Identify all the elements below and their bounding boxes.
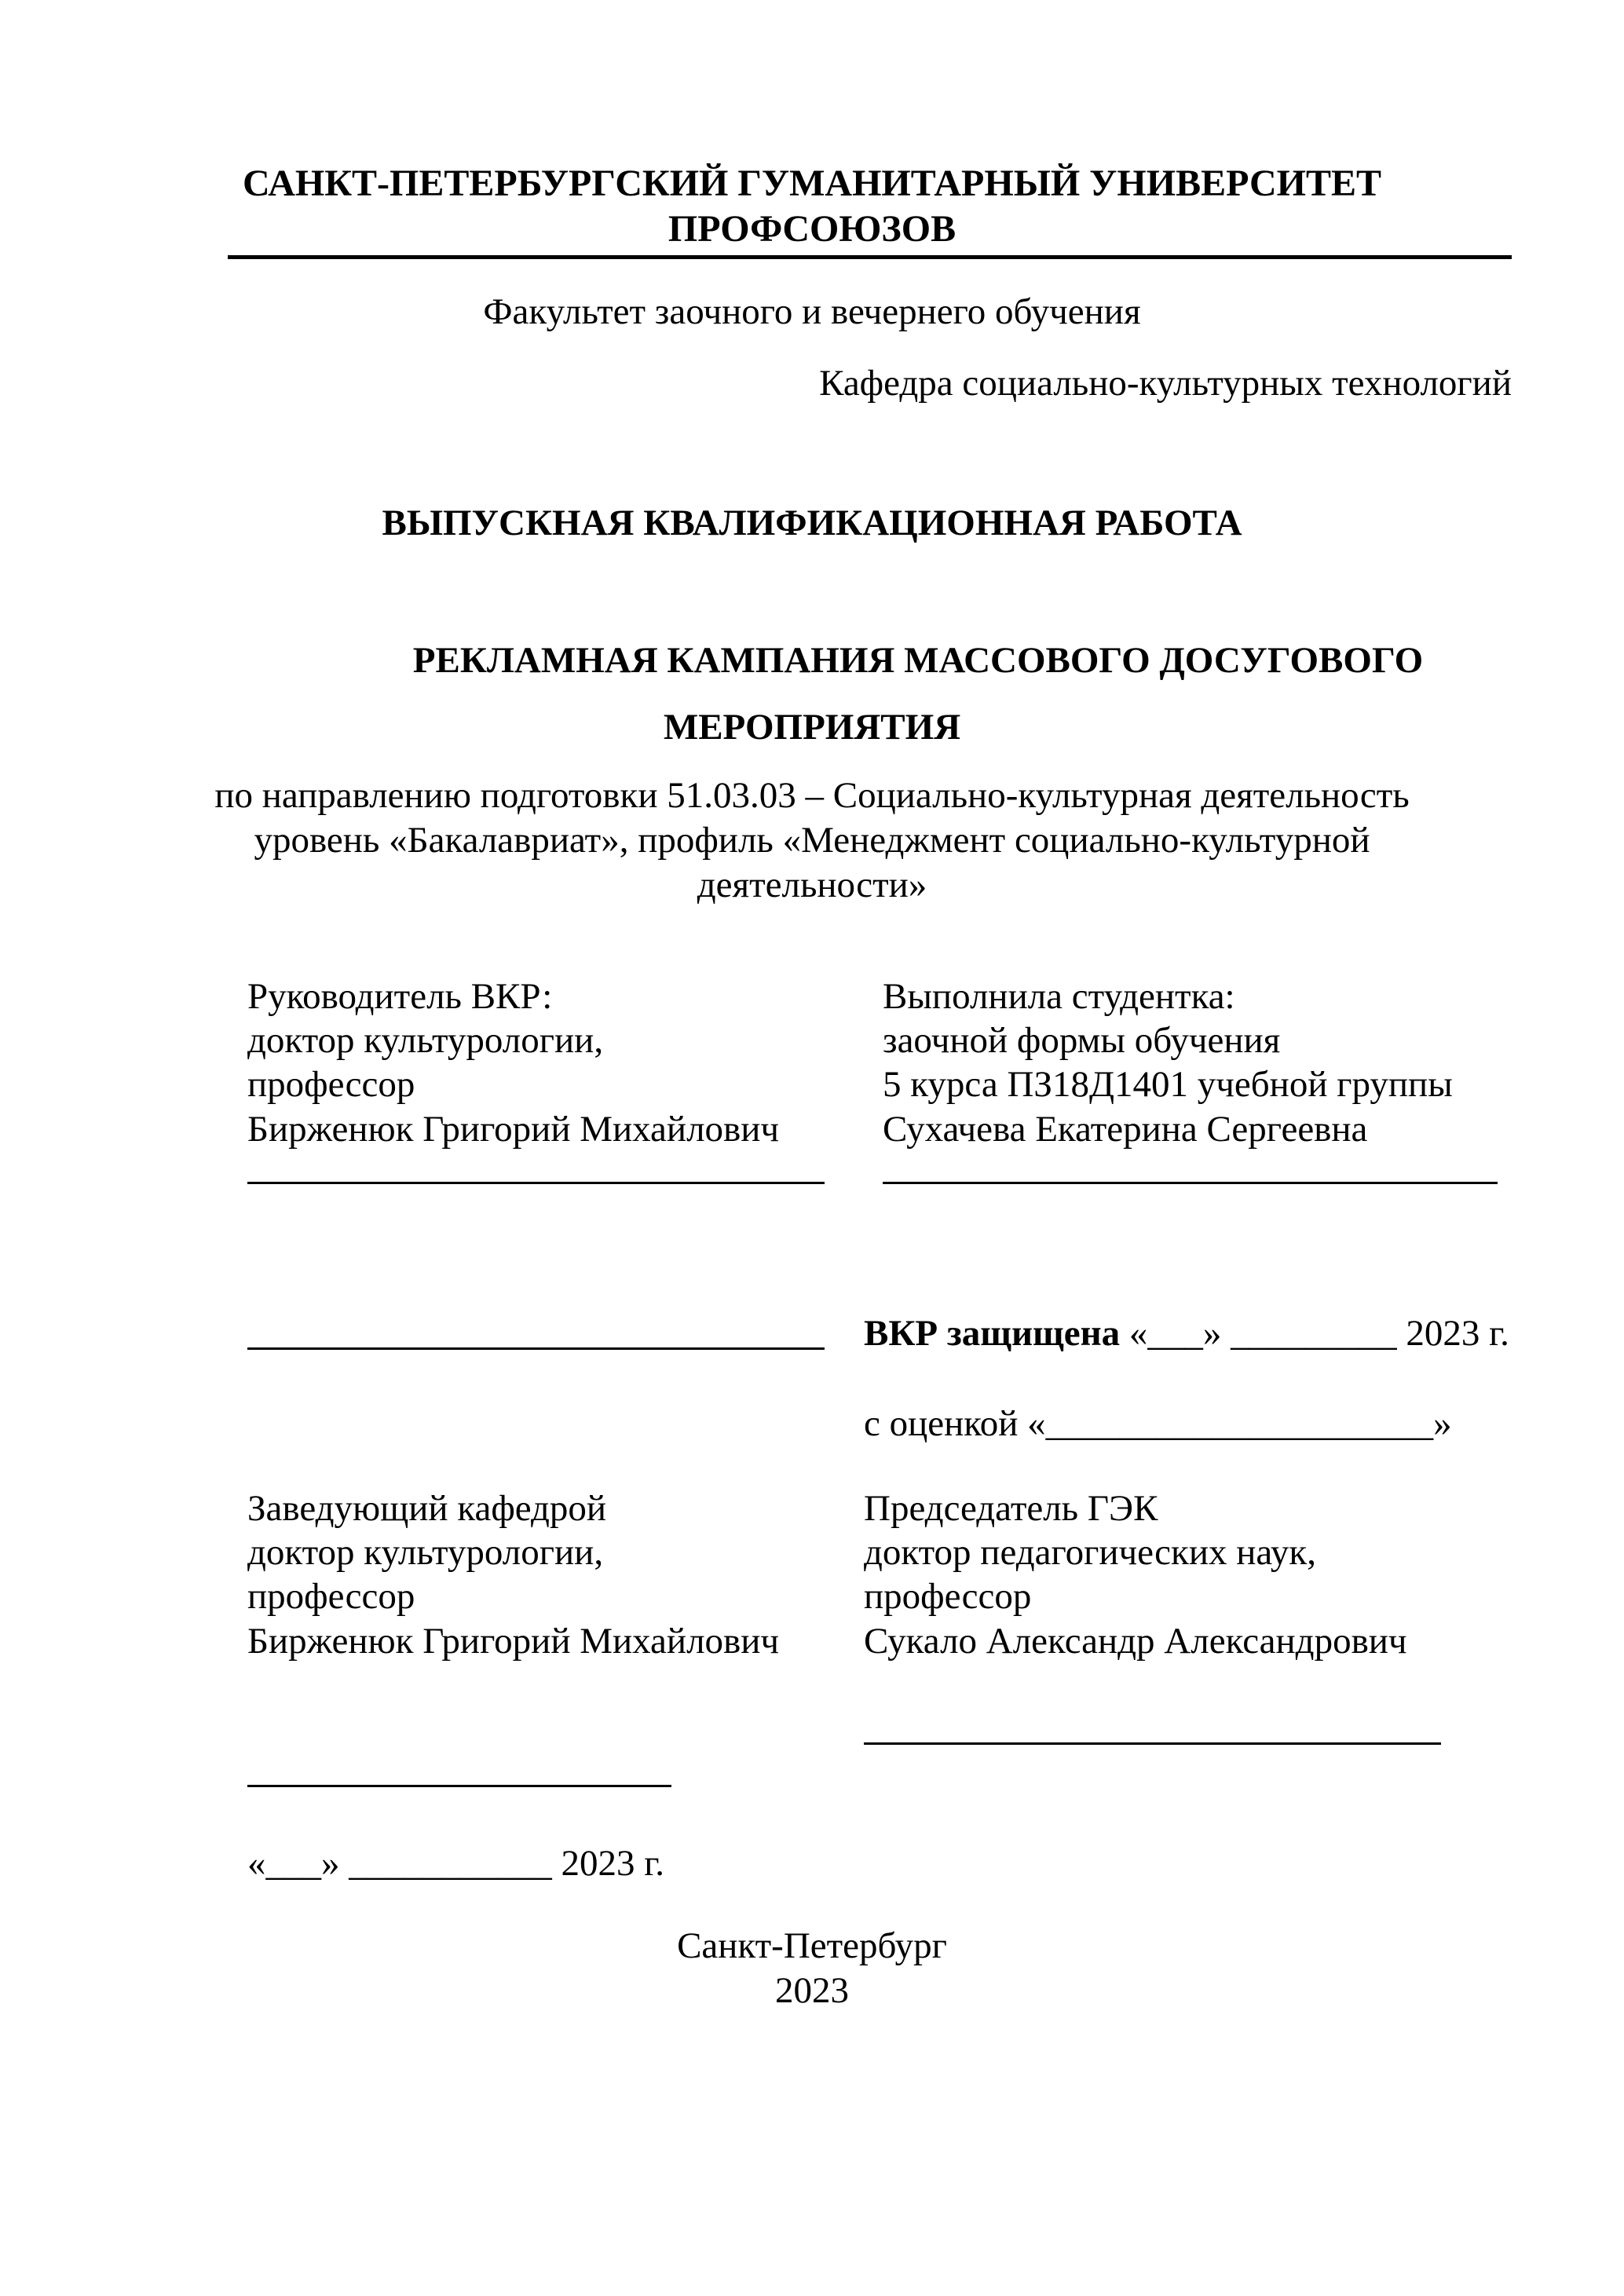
header-rule bbox=[228, 255, 1512, 259]
student-signature-line bbox=[883, 1182, 1498, 1184]
defense-label: ВКР защищена bbox=[864, 1313, 1121, 1354]
student-group: 5 курса ПЗ18Д1401 учебной группы bbox=[883, 1064, 1453, 1105]
topic-line2: МЕРОПРИЯТИЯ bbox=[663, 707, 961, 748]
left-signature-line bbox=[247, 1347, 825, 1350]
head-name: Бирженюк Григорий Михайлович bbox=[247, 1621, 780, 1662]
supervisor-signature-line bbox=[247, 1182, 825, 1184]
supervisor-title: профессор bbox=[247, 1064, 415, 1105]
head-signature-date: «___» ___________ 2023 г. bbox=[247, 1843, 664, 1884]
defense-date: «___» _________ 2023 г. bbox=[1120, 1313, 1509, 1354]
student-name: Сухачева Екатерина Сергеевна bbox=[883, 1109, 1368, 1150]
gek-name: Сукало Александр Александрович bbox=[864, 1621, 1407, 1662]
head-degree: доктор культурологии, bbox=[247, 1532, 604, 1573]
defense-date-line bbox=[864, 1315, 1509, 1352]
supervisor-degree: доктор культурологии, bbox=[247, 1020, 604, 1061]
direction-line1: по направлению подготовки 51.03.03 – Социально-культурная деятельность bbox=[214, 775, 1410, 816]
gek-title: профессор bbox=[864, 1576, 1032, 1617]
supervisor-label: Руководитель ВКР: bbox=[247, 976, 553, 1017]
work-type-heading: ВЫПУСКНАЯ КВАЛИФИКАЦИОННАЯ РАБОТА bbox=[382, 503, 1242, 543]
topic-line1: РЕКЛАМНАЯ КАМПАНИЯ МАССОВОГО ДОСУГОВОГО bbox=[412, 640, 1424, 681]
head-signature-line bbox=[247, 1785, 671, 1787]
student-label: Выполнила студентка: bbox=[883, 976, 1235, 1017]
city: Санкт-Петербург bbox=[677, 1925, 947, 1966]
year: 2023 bbox=[775, 1970, 849, 2011]
supervisor-name: Бирженюк Григорий Михайлович bbox=[247, 1109, 780, 1150]
head-label: Заведующий кафедрой bbox=[247, 1488, 607, 1529]
direction-line3: деятельности» bbox=[697, 865, 927, 905]
faculty-name: Факультет заочного и вечернего обучения bbox=[483, 291, 1141, 332]
defense-grade: с оценкой «_____________________» bbox=[864, 1403, 1452, 1444]
gek-signature-line bbox=[864, 1742, 1441, 1745]
student-form: заочной формы обучения bbox=[883, 1020, 1281, 1061]
gek-label: Председатель ГЭК bbox=[864, 1488, 1158, 1529]
university-name-line2: ПРОФСОЮЗОВ bbox=[668, 208, 956, 250]
direction-line2: уровень «Бакалавриат», профиль «Менеджмент социально-культурной bbox=[254, 820, 1370, 861]
university-name-line1: САНКТ-ПЕТЕРБУРГСКИЙ ГУМАНИТАРНЫЙ УНИВЕРСИТЕТ bbox=[242, 163, 1382, 204]
gek-degree: доктор педагогических наук, bbox=[864, 1532, 1316, 1573]
department-name: Кафедра социально-культурных технологий bbox=[819, 363, 1512, 404]
head-title: профессор bbox=[247, 1576, 415, 1617]
